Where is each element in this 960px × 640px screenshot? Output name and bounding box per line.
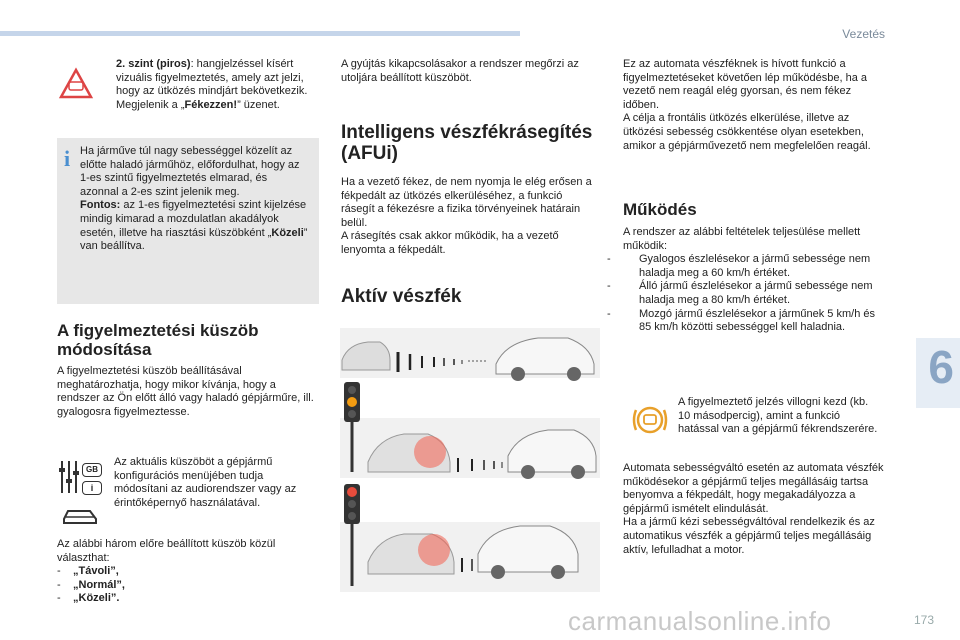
scene-2 xyxy=(340,382,600,479)
function-para: Ez az automata vészféknek is hívott funkció a figyelmeztetéseket követően lép működésbe, ha a vezető nem reagál elég gyorsan, és nem fékez időben. A célja a frontális ütközés elkerülése, illetve az ütközési sebesség csökkentése olyan esetekben, amikor a gépjárművezető nem megfelelően reagál. xyxy=(623,58,871,152)
header-bar xyxy=(0,31,520,36)
condition-pedestrian-text: Gyalogos észlelésekor a jármű sebessége nem haladja meg a 60 km/h értéket. xyxy=(639,253,871,279)
thresholds-intro-text: Az alábbi három előre beállított küszöb közül választhat: xyxy=(57,538,276,564)
info-text-block xyxy=(80,145,308,254)
sliders-icon xyxy=(58,459,80,495)
auto-gearbox-para: Automata sebességváltó esetén az automata vészfék működésekor a gépjármű teljes megállásáig tartsa benyomva a fékpedált, hogy megakadályozza a gépjármű ismételt elindulását. Ha a jármű kézi sebességváltóval rendelkezik és az automatikus vészfék a gépjármű teljes megállásáig aktív, lefulladhat a motor. xyxy=(623,462,884,556)
chapter-number: 6 xyxy=(928,341,954,393)
level2-text: : hangjelzéssel kísért vizuális figyelmeztetés, amely azt jelzi, hogy az ütközés mindjárt bekövetkezik. xyxy=(116,58,308,98)
threshold-heading: A figyelmeztetési küszöb módosítása xyxy=(57,321,259,359)
active-brake-heading: Aktív vészfék xyxy=(341,286,462,307)
operation-heading: Működés xyxy=(623,200,697,219)
info-icon: i xyxy=(64,146,71,171)
car-icon xyxy=(60,503,100,527)
brake-warning-text: A figyelmeztető jelzés villogni kezd (kb. 10 másodpercig), amint a funkció hatással van a gépjármű fékrendszerére. xyxy=(678,396,878,436)
info-text: Ha járműve túl nagy sebességgel közelít az előtte haladó járműhöz, előfordulhat, hogy az 1-es szintű figyelmeztetés elmarad, és azonnal a 2-es szint jelenik meg. xyxy=(80,145,300,198)
gb-badge: GB xyxy=(82,463,102,477)
warning-triangle-icon xyxy=(58,66,94,102)
afui-para: Ha a vezető fékez, de nem nyomja le elég erősen a fékpedált az ütközés elkerüléséhez, a funkció rásegít a fékezésre a fizika törvényeinek határain belül. A rásegítés csak akkor működik, ha a vezető lenyomta a fékpedált. xyxy=(341,176,592,256)
condition-stationary: - Álló jármű észlelésekor a jármű sebessége nem haladja meg a 80 km/h értéket. xyxy=(607,280,873,306)
page-number: 173 xyxy=(913,613,934,627)
thresholds-intro xyxy=(57,538,317,606)
info-near-label: Közeli xyxy=(271,226,304,239)
info-important-label: Fontos: xyxy=(80,199,121,212)
option-normal: - „Normál”, xyxy=(57,578,125,591)
condition-pedestrian: - Gyalogos észlelésekor a jármű sebessége nem haladja meg a 60 km/h értéket. xyxy=(607,253,871,279)
option-near: - „Közeli”. xyxy=(57,592,120,605)
option-normal-label: „Normál”, xyxy=(73,578,125,591)
threshold-para: A figyelmeztetési küszöb beállításával meghatározhatja, hogy mikor kívánja, hogy a rendszer az Ön előtt álló vagy haladó gépjárműre, ill. gyalogosra figyelmeztesse. xyxy=(57,365,314,418)
conditions-block xyxy=(607,226,885,335)
memory-para: A gyújtás kikapcsolásakor a rendszer megőrzi az utoljára beállított küszöböt. xyxy=(341,58,579,84)
level2-appear-post: ” üzenet. xyxy=(237,98,280,111)
scene-1 xyxy=(340,328,600,381)
settings-icons xyxy=(58,459,104,529)
brake-message: Fékezzen! xyxy=(184,98,238,111)
option-far: - „Távoli”, xyxy=(57,565,119,578)
watermark: carmanualsonline.info xyxy=(568,606,832,636)
condition-stationary-text: Álló jármű észlelésekor a jármű sebessége nem haladja meg a 80 km/h értéket. xyxy=(639,280,873,306)
condition-moving-text: Mozgó jármű észlelésekor a járműnek 5 km/h és 85 km/h közötti sebességgel kell haladnia. xyxy=(639,307,875,334)
option-near-label: „Közeli”. xyxy=(73,592,120,605)
scene-3 xyxy=(340,484,600,592)
info-text2-pre: az 1-es figyelmeztetési szint kijelzése mindig kimarad a mozdulatlan akadályok esetén, illetve ha riasztási küszöbként „ xyxy=(80,199,307,239)
active-brake-illustration xyxy=(338,322,600,612)
afui-heading: Intelligens vészfékrásegítés (AFUi) xyxy=(341,122,593,164)
level2-block xyxy=(116,58,316,112)
conditions-intro: A rendszer az alábbi feltételek teljesülése mellett működik: xyxy=(623,226,861,252)
option-far-label: „Távoli”, xyxy=(73,565,119,578)
info-text2-post: ” van beállítva. xyxy=(80,226,308,253)
condition-moving: - Mozgó jármű észlelésekor a járműnek 5 km/h és 85 km/h közötti sebességgel kell haladnia. xyxy=(607,307,875,334)
i-badge: i xyxy=(82,481,102,495)
brake-warning-icon xyxy=(630,400,670,440)
level2-appear-pre: Megjelenik a „ xyxy=(116,98,185,111)
level2-title: 2. szint (piros) xyxy=(116,58,191,70)
settings-text: Az aktuális küszöböt a gépjármű konfigurációs menüjében tudja módosítani az audiorendszer vagy az érintőképernyő használatával. xyxy=(114,456,297,509)
section-title: Vezetés xyxy=(842,27,885,41)
